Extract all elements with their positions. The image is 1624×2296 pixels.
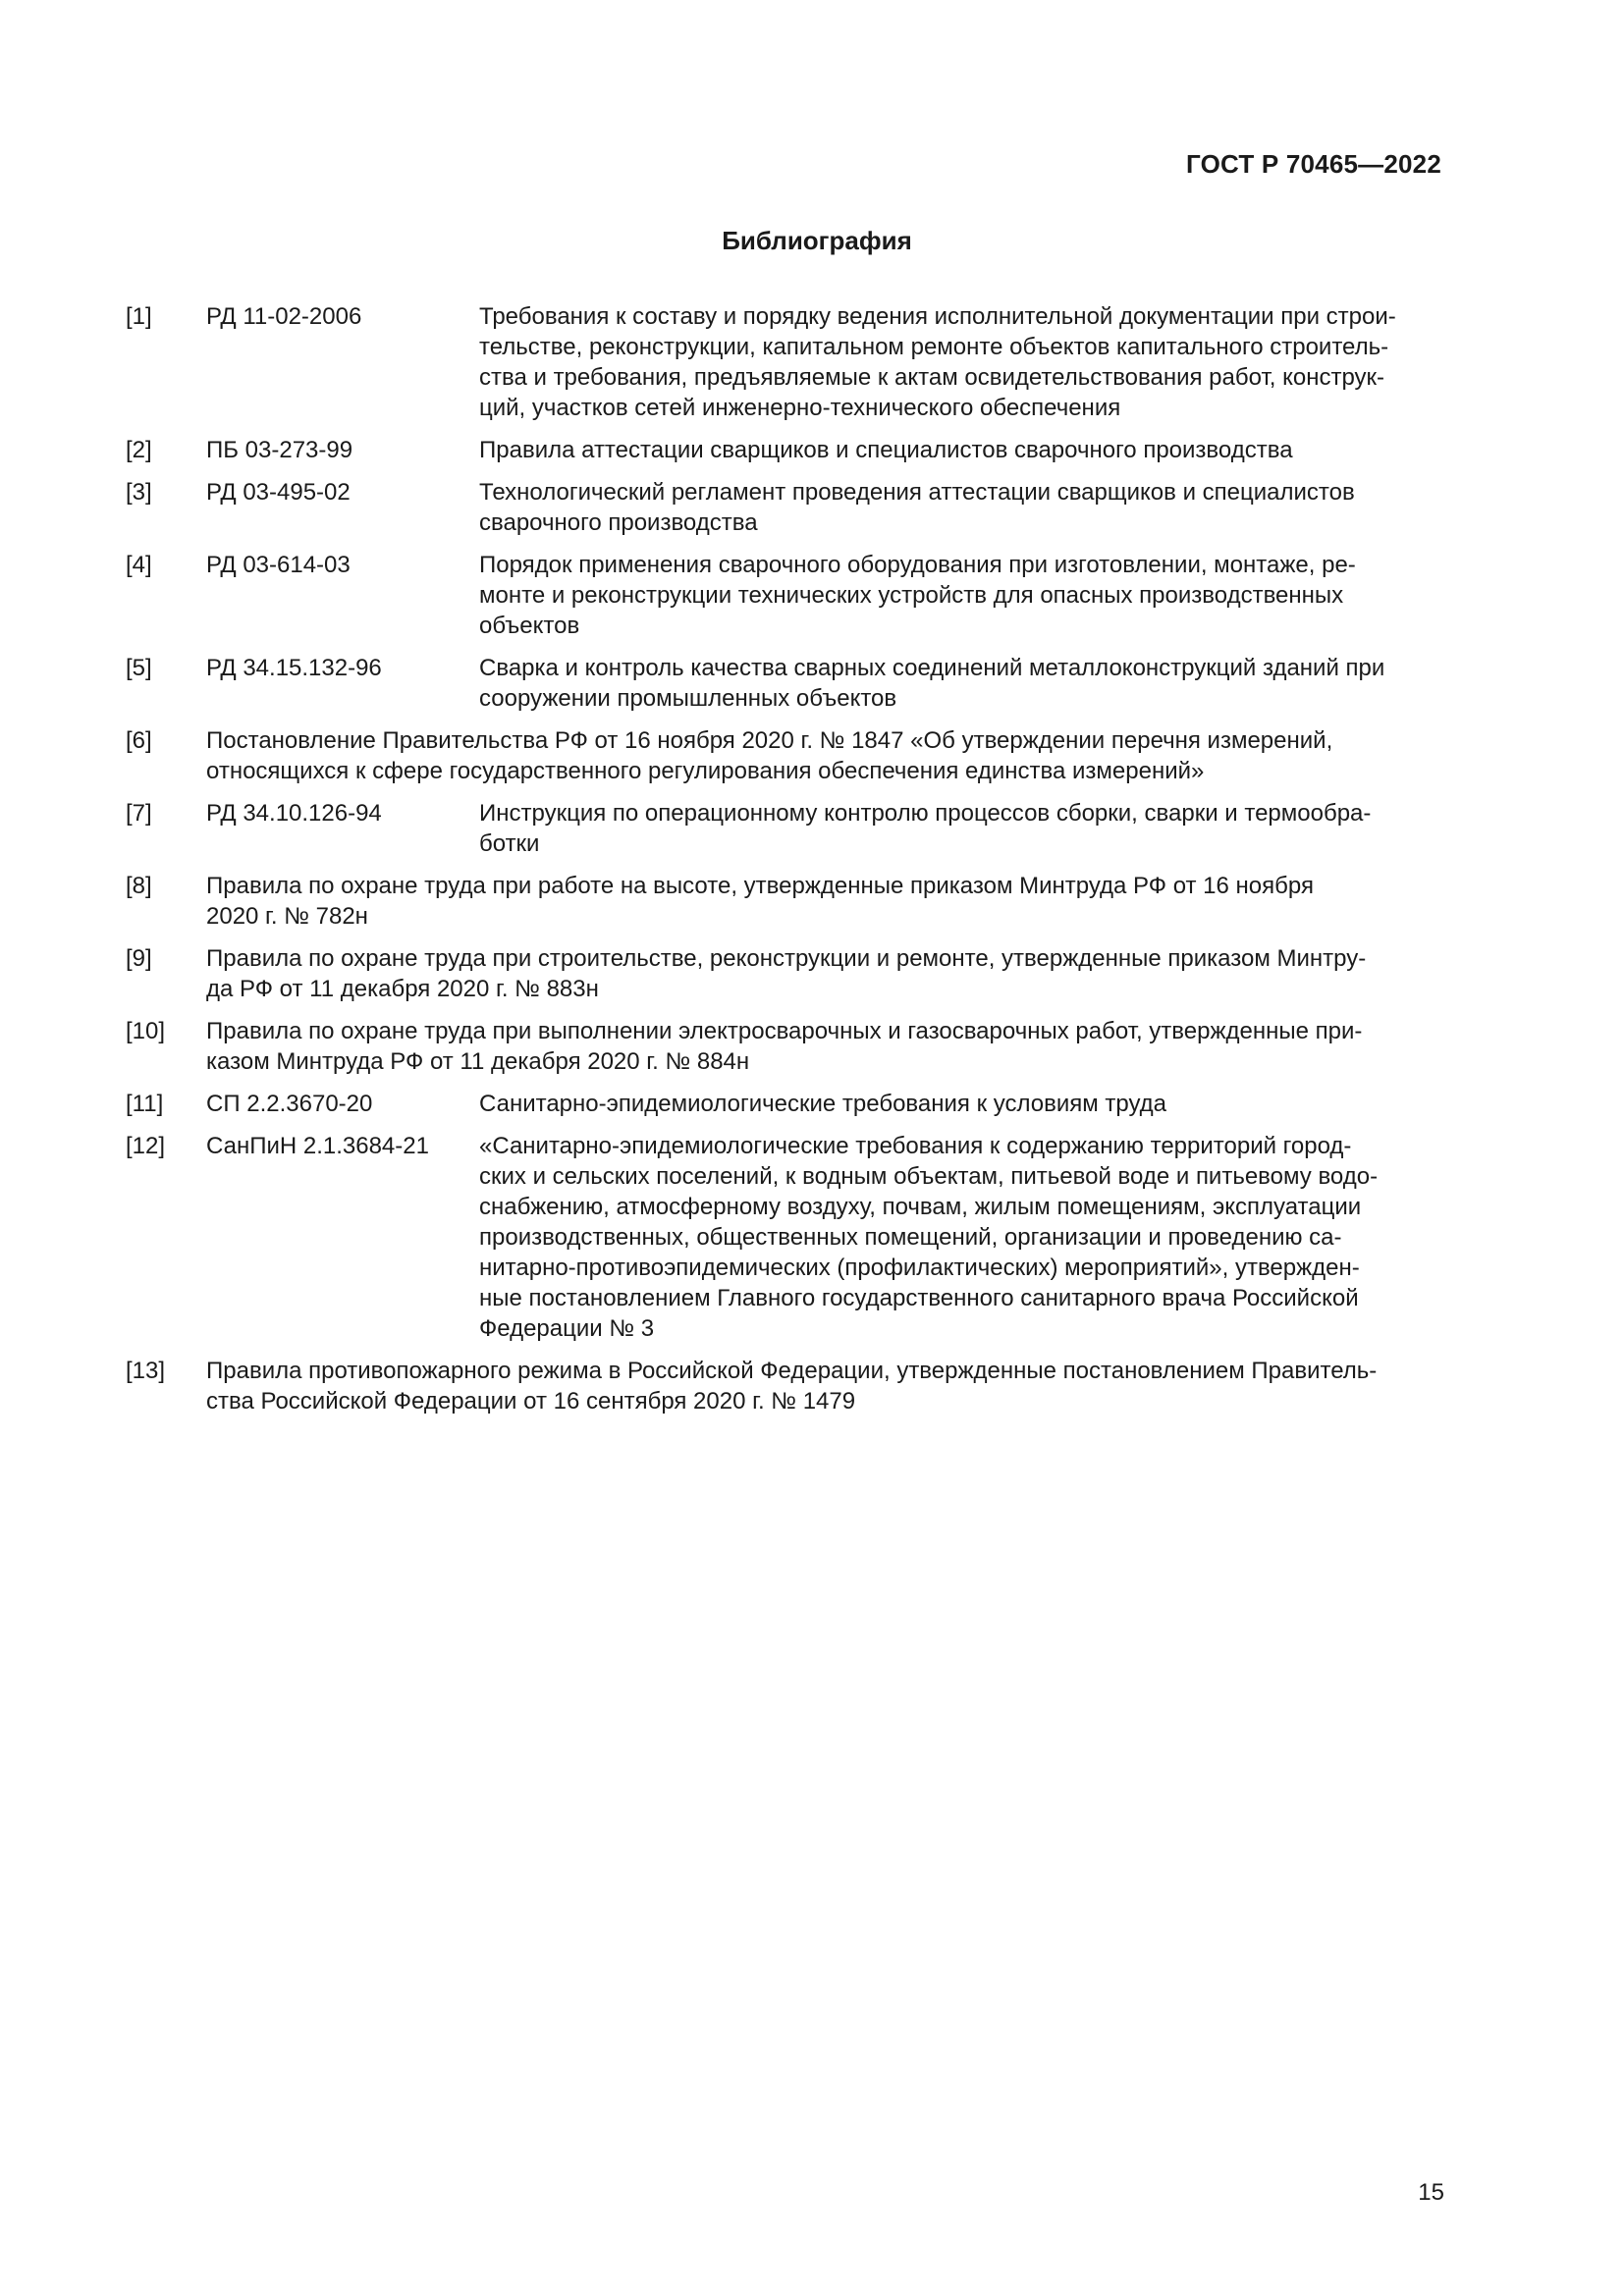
bibliography-list (126, 301, 1432, 1428)
entry-number: [11] (126, 1091, 164, 1117)
bibliography-entry (126, 871, 1432, 932)
bibliography-entry (126, 477, 1432, 538)
bibliography-entry (126, 301, 1432, 423)
page-number: 15 (1418, 2179, 1444, 2206)
entry-number: [6] (126, 727, 152, 754)
entry-code: СП 2.2.3670-20 (206, 1091, 373, 1117)
entry-text: Правила аттестации сварщиков и специалистов сварочного производства (479, 437, 1293, 463)
entry-code: СанПиН 2.1.3684-21 (206, 1133, 429, 1159)
entry-number: [2] (126, 437, 152, 463)
entry-number: [5] (126, 655, 152, 681)
entry-text: Правила по охране труда при выполнении электросварочных и газосварочных работ, утвержденные при- казом Минтруда РФ от 11 декабря 2020 г. № 884н (206, 1018, 1363, 1075)
entry-number: [1] (126, 303, 152, 330)
bibliography-entry (126, 653, 1432, 714)
bibliography-entry (126, 1016, 1432, 1077)
entry-number: [10] (126, 1018, 166, 1044)
bibliography-entry (126, 725, 1432, 786)
section-title: Библиография (722, 226, 912, 255)
entry-text: Постановление Правительства РФ от 16 ноября 2020 г. № 1847 «Об утверждении перечня измерений, относящихся к сфере государственного регулирования обеспечения единства измерений» (206, 727, 1333, 784)
entry-code: РД 34.10.126-94 (206, 800, 382, 827)
entry-number: [13] (126, 1358, 166, 1384)
entry-text: Правила по охране труда при строительстве, реконструкции и ремонте, утвержденные приказом Минтру- да РФ от 11 декабря 2020 г. № 883н (206, 945, 1367, 1002)
entry-number: [9] (126, 945, 152, 972)
bibliography-entry (126, 1131, 1432, 1344)
entry-text: Технологический регламент проведения аттестации сварщиков и специалистов сварочного производства (479, 479, 1355, 536)
entry-code: РД 11-02-2006 (206, 303, 362, 330)
entry-number: [7] (126, 800, 152, 827)
entry-code: РД 03-495-02 (206, 479, 351, 506)
bibliography-entry (126, 943, 1432, 1004)
entry-number: [4] (126, 552, 152, 578)
entry-text: Сварка и контроль качества сварных соединений металлоконструкций зданий при сооружении промышленных объектов (479, 655, 1385, 712)
entry-code: РД 03-614-03 (206, 552, 351, 578)
entry-text: Санитарно-эпидемиологические требования к условиям труда (479, 1091, 1167, 1117)
entry-text: «Санитарно-эпидемиологические требования к содержанию территорий город- ских и сельских поселений, к водным объектам, питьевой воде и питьевому водо- снабжению, атмосферному воздуху, почвам, жилым помещениям, эксплуатации производственных, общественных помещений, организации и проведению са- нитарно-противоэпидемических (профилактических) мероприятий», утвержден- ные постановлением Главного государственного санитарного врача Российской Федерации № 3 (479, 1133, 1379, 1342)
document-code: ГОСТ Р 70465—2022 (1186, 149, 1441, 179)
entry-code: РД 34.15.132-96 (206, 655, 382, 681)
entry-text: Порядок применения сварочного оборудования при изготовлении, монтаже, ре- монте и реконструкции технических устройств для опасных производственных объектов (479, 552, 1356, 639)
bibliography-entry (126, 798, 1432, 859)
entry-number: [8] (126, 873, 152, 899)
bibliography-entry (126, 1089, 1432, 1119)
bibliography-entry (126, 550, 1432, 641)
entry-number: [3] (126, 479, 152, 506)
entry-text: Инструкция по операционному контролю процессов сборки, сварки и термообра- ботки (479, 800, 1372, 857)
entry-number: [12] (126, 1133, 166, 1159)
bibliography-entry (126, 435, 1432, 465)
entry-code: ПБ 03-273-99 (206, 437, 353, 463)
bibliography-entry (126, 1356, 1432, 1416)
entry-text: Правила по охране труда при работе на высоте, утвержденные приказом Минтруда РФ от 16 ноября 2020 г. № 782н (206, 873, 1314, 930)
entry-text: Правила противопожарного режима в Российской Федерации, утвержденные постановлением Правитель- ства Российской Федерации от 16 сентября 2020 г. № 1479 (206, 1358, 1378, 1415)
entry-text: Требования к составу и порядку ведения исполнительной документации при строи- тельстве, реконструкции, капитальном ремонте объектов капитального строитель- ства и требования, предъявляемые к актам освидетельствования работ, конструк- ций, участков сетей инженерно-технического обеспечения (479, 303, 1396, 421)
